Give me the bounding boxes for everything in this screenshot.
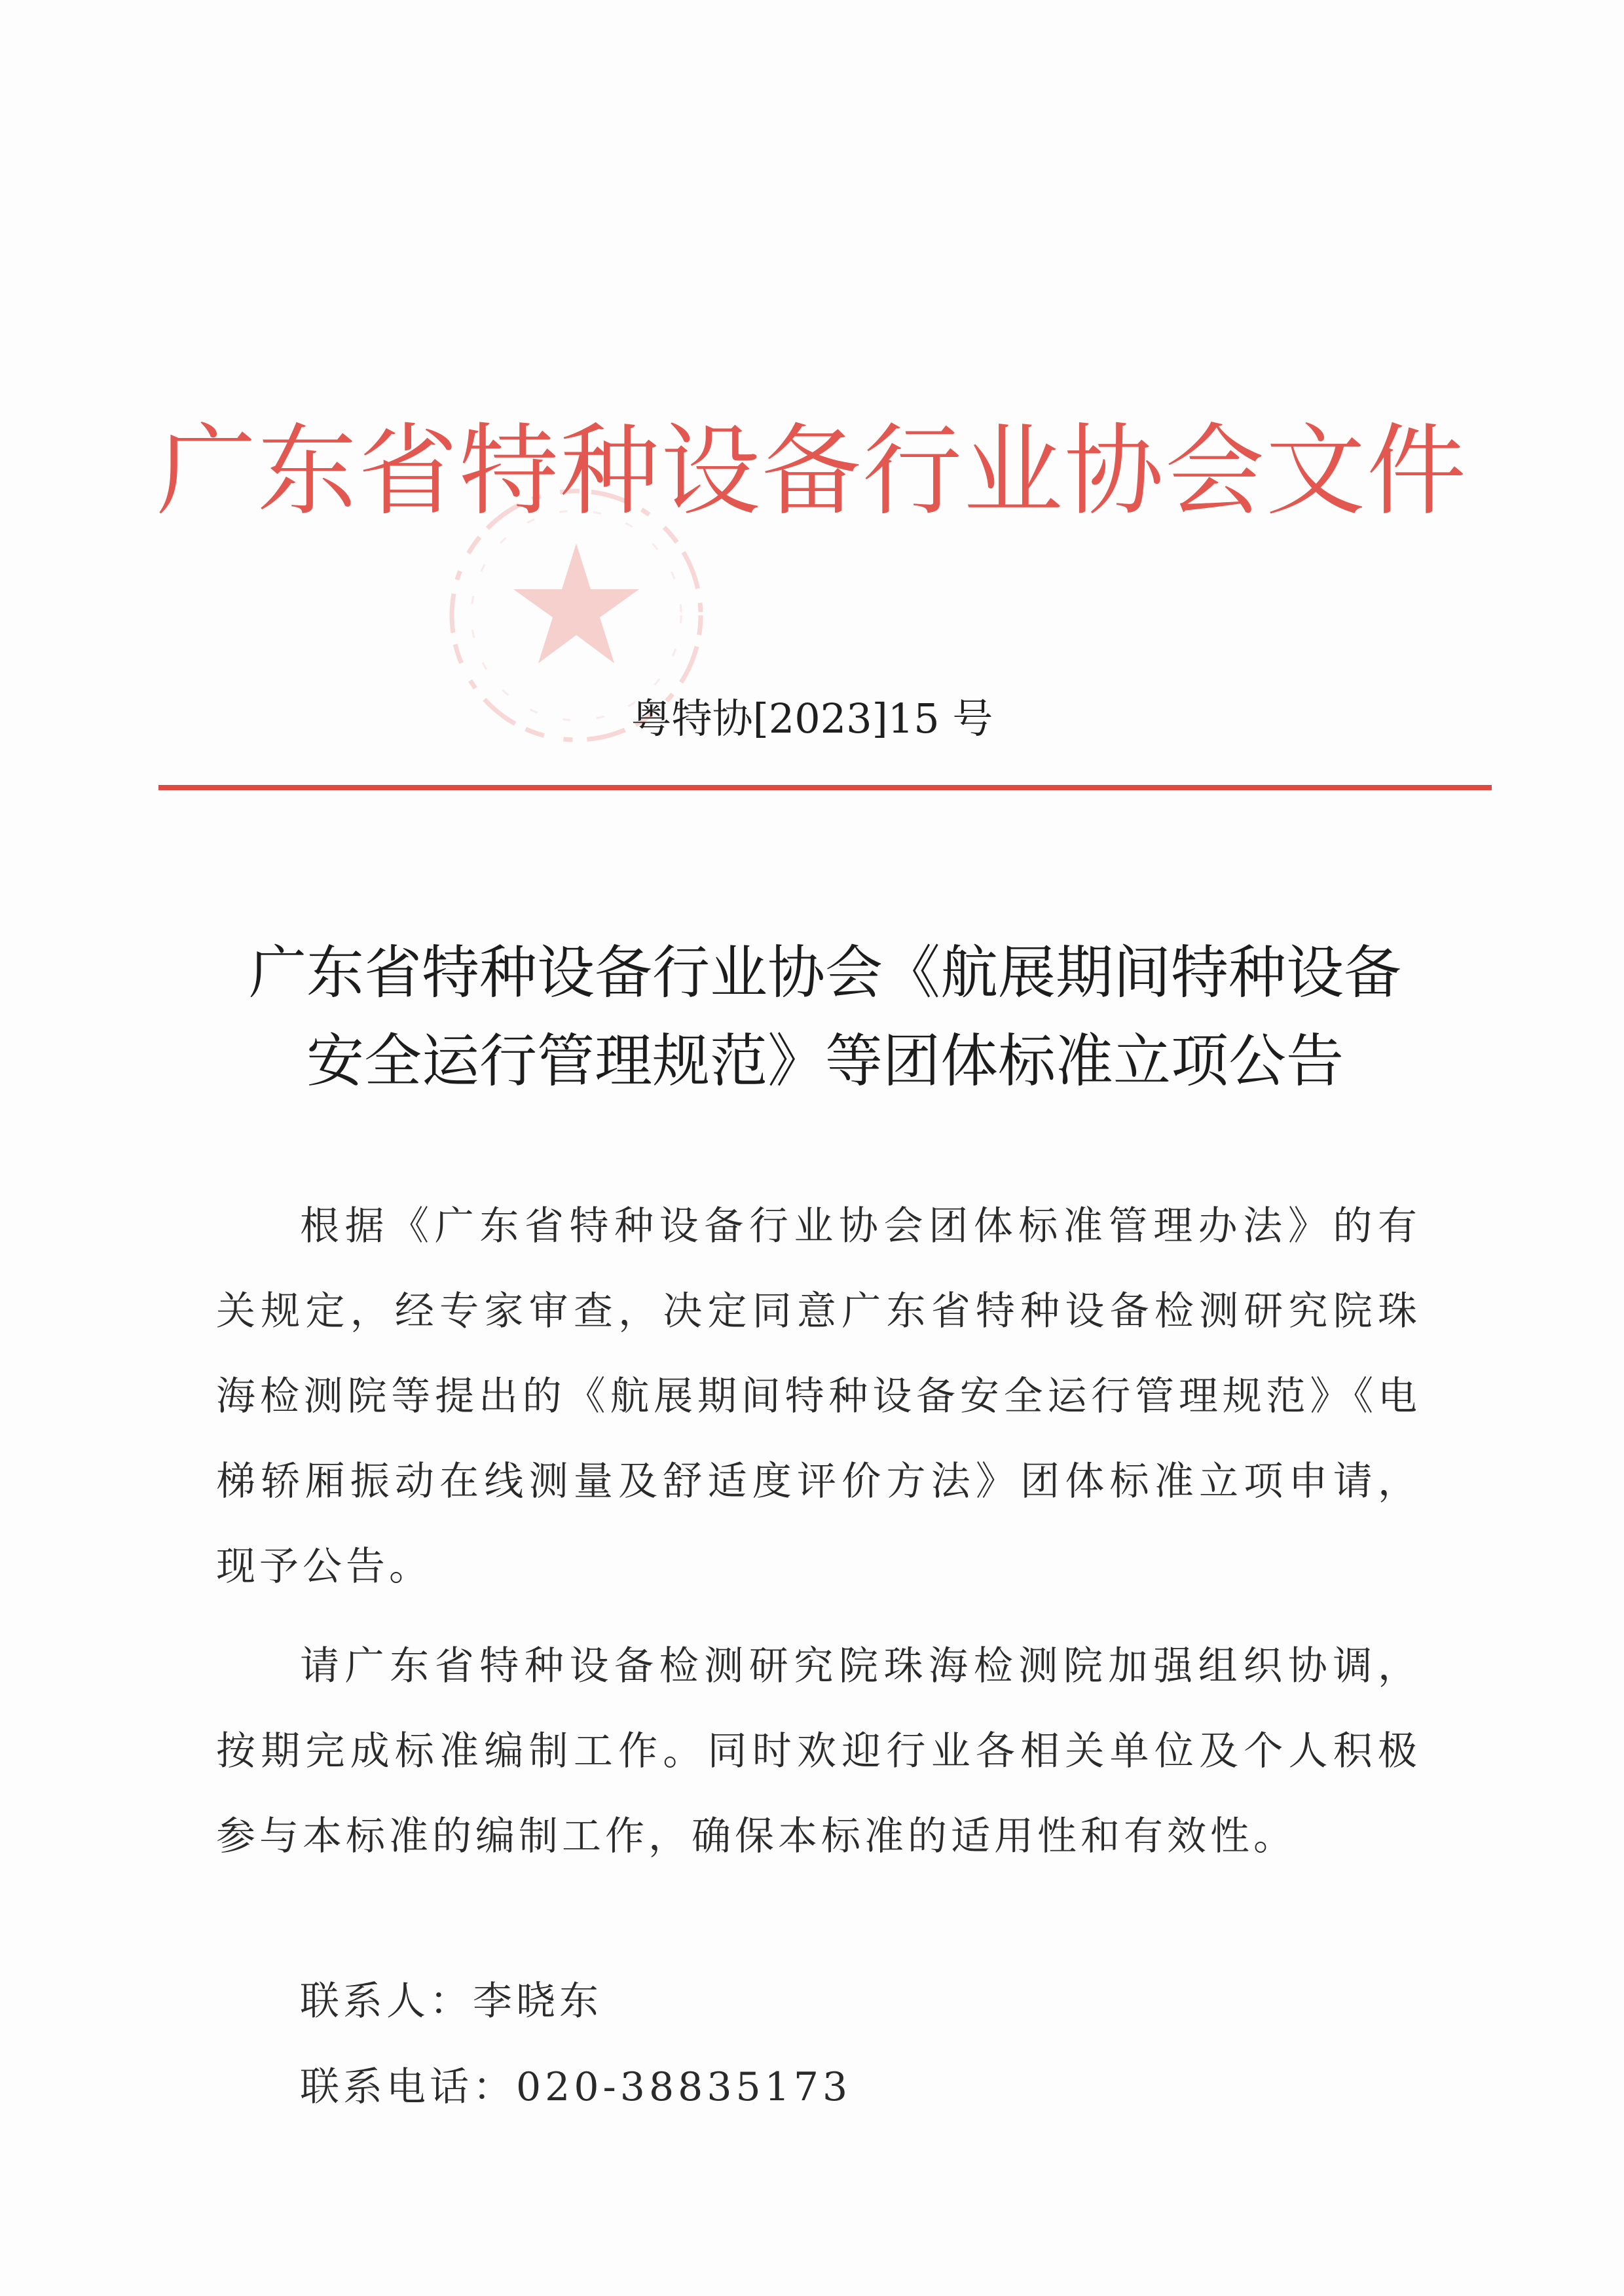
body-paragraph-2-block xyxy=(216,1624,1421,1879)
contact-phone: 联系电话：020-38835173 xyxy=(300,2064,852,2110)
notice-title xyxy=(158,928,1492,1105)
body-paragraph-1: 根据《广东省特种设备行业协会团体标准管理办法》的有关规定，经专家审查，决定同意广东省特种设备检测研究院珠海检测院等提出的《航展期间特种设备安全运行管理规范》《电梯轿厢振动在线测量及舒适度评价方法》团体标准立项申请，现予公告。 xyxy=(216,1203,1421,1590)
body-paragraph-2: 请广东省特种设备检测研究院珠海检测院加强组织协调，按期完成标准编制工作。同时欢迎行业各相关单位及个人积极参与本标准的编制工作，确保本标准的适用性和有效性。 xyxy=(216,1643,1421,1859)
seal-star-icon xyxy=(513,543,639,663)
document-number: 粤特协[2023]15 号 xyxy=(631,695,993,742)
notice-title-line-2: 安全运行管理规范》等团体标准立项公告 xyxy=(306,1027,1344,1095)
body-paragraph-1-block xyxy=(216,1184,1421,1609)
header-divider xyxy=(158,785,1492,790)
contact-person: 联系人：李晓东 xyxy=(300,1978,602,2024)
letterhead-title: 广东省特种设备行业协会文件 xyxy=(157,413,1467,529)
notice-title-line-1: 广东省特种设备行业协会《航展期间特种设备 xyxy=(248,939,1401,1006)
